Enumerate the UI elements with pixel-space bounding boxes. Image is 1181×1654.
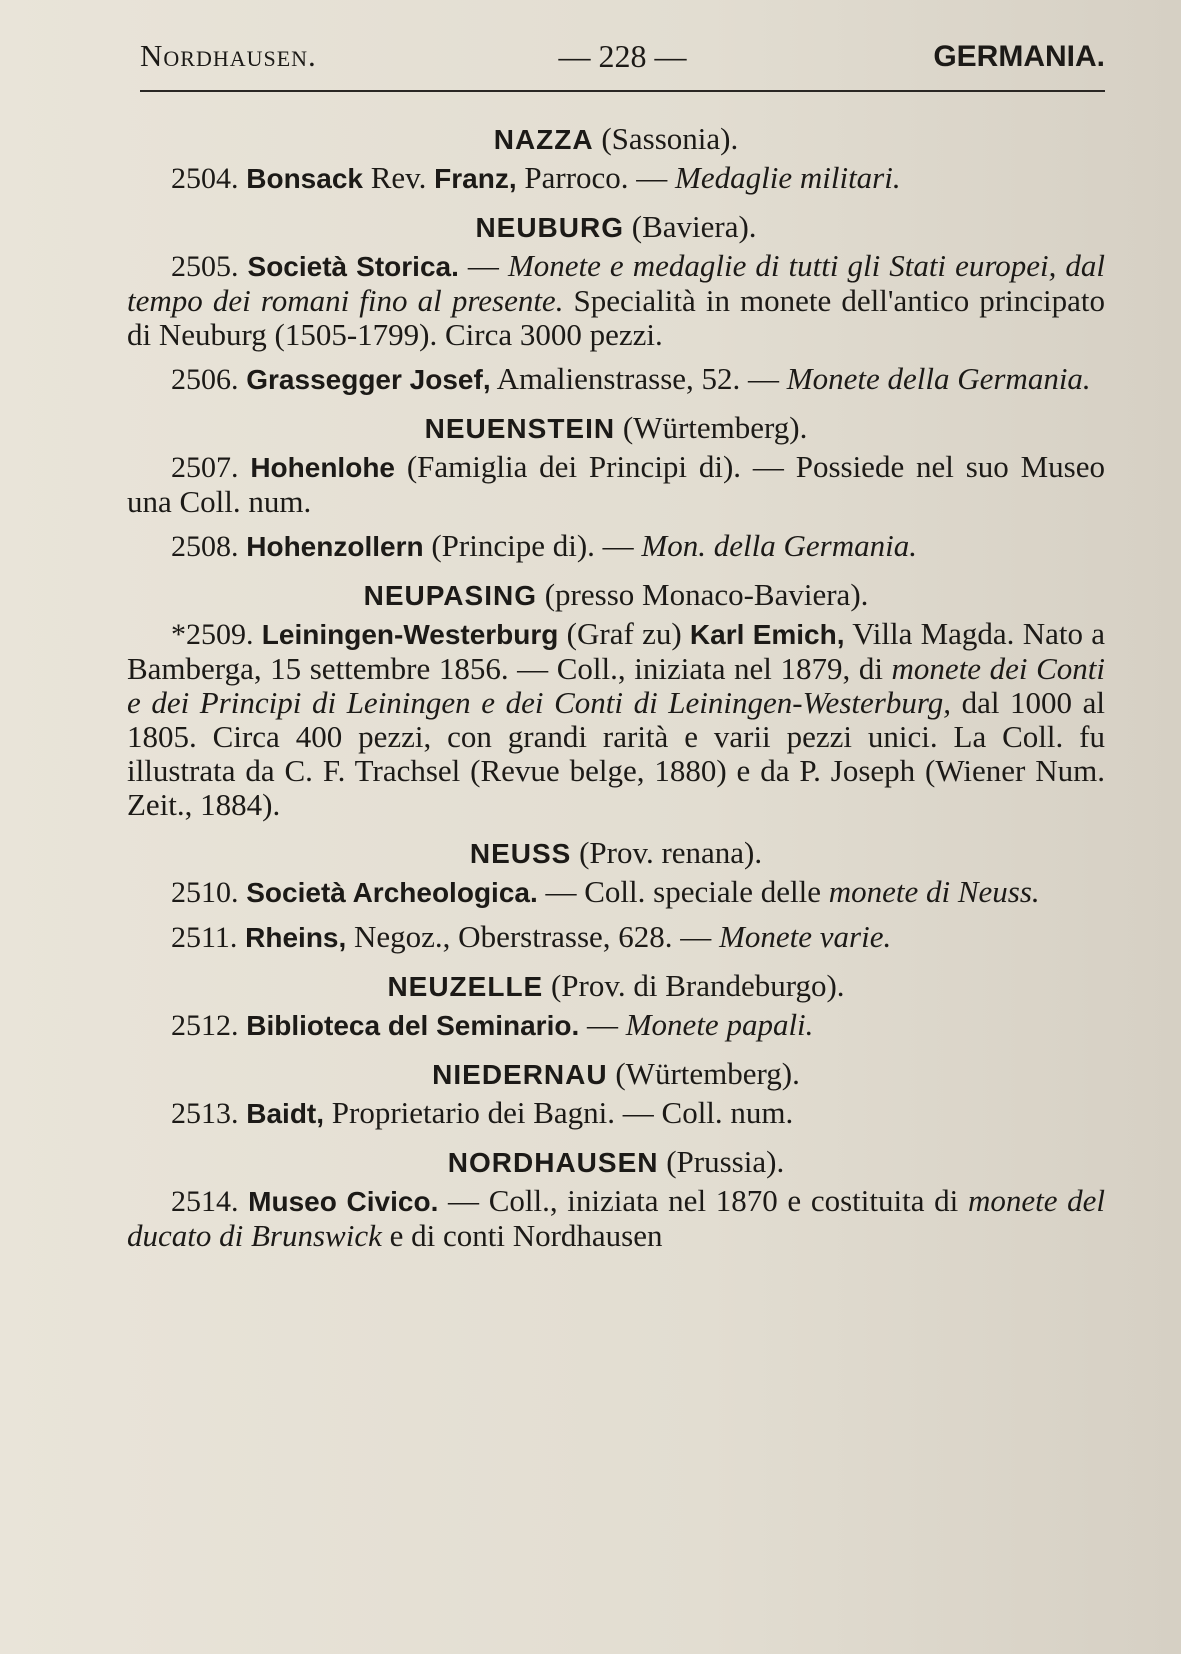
entry-text: Parroco. — <box>516 160 676 195</box>
place-name: NEUBURG <box>475 212 624 243</box>
entry-name-secondary: Franz, <box>434 163 517 194</box>
place-heading <box>127 832 1105 875</box>
entry-text: — Coll. speciale delle <box>537 874 829 909</box>
entry-name: Società Storica. <box>247 251 459 282</box>
directory-entry <box>127 875 1105 910</box>
entry-number: 2504. <box>171 162 239 195</box>
entry-tail: dal 1000 al 1805. Circa 400 pezzi, con grandi rarità e varii pezzi unici. La Coll. fu illustrata da C. F. Trachsel (Revue belge, 1880) e da P. Joseph (Wiener Num. Zeit., 1884). <box>127 685 1105 822</box>
place-region: (Prov. di Brandeburgo). <box>550 968 845 1003</box>
entry-number: 2512. <box>171 1009 239 1042</box>
entry-text: — <box>579 1007 626 1042</box>
entry-number: 2514. <box>171 1185 239 1218</box>
entry-name: Museo Civico. <box>248 1186 439 1217</box>
directory-entry <box>127 529 1105 564</box>
entry-name: Grassegger Josef, <box>246 364 491 395</box>
place-region: (Würtemberg). <box>622 410 808 445</box>
directory-entry <box>127 1096 1105 1131</box>
entry-text: Villa Magda. Nato a Bamberga, 15 settembre 1856. — Coll., iniziata nel 1879, di <box>127 616 1105 686</box>
directory-entry <box>127 1008 1105 1043</box>
entry-text: Negoz., Oberstrasse, 628. — <box>346 919 720 954</box>
place-heading <box>127 118 1105 161</box>
place-region: (presso Monaco-Baviera). <box>544 577 869 612</box>
place-heading <box>127 1141 1105 1184</box>
running-head-right: GERMANIA. <box>933 40 1105 73</box>
directory-entry <box>127 1184 1105 1253</box>
directory-entry <box>127 450 1105 519</box>
place-heading <box>127 965 1105 1008</box>
entry-text: (Famiglia dei Principi di). — Possiede nel suo Museo una Coll. num. <box>127 449 1106 519</box>
directory-entry <box>127 920 1105 955</box>
place-name: NAZZA <box>493 124 594 155</box>
entry-number: 2505. <box>171 250 239 283</box>
directory-entry <box>127 249 1105 352</box>
place-name: NEUPASING <box>363 580 537 611</box>
entry-number: 2513. <box>171 1097 239 1130</box>
directory-entry <box>127 161 1105 196</box>
entry-italic: Monete e medaglie di tutti gli Stati europei, dal tempo dei romani fino al presente. <box>127 248 1105 318</box>
place-region: (Prov. renana). <box>579 835 763 870</box>
entry-detail: (Graf zu) <box>558 616 690 651</box>
entry-tail: Specialità in monete dell'antico principato di Neuburg (1505-1799). Circa 3000 pezzi. <box>127 283 1105 352</box>
entry-italic: Monete papali. <box>625 1007 814 1042</box>
entry-name: Leiningen-Westerburg <box>261 619 559 650</box>
entry-number: 2510. <box>171 876 239 909</box>
place-heading <box>127 206 1105 249</box>
place-region: (Sassonia). <box>601 121 739 156</box>
entry-name: Hohenlohe <box>250 452 395 483</box>
entry-number: 2508. <box>171 530 239 563</box>
page-header <box>140 30 1105 92</box>
entry-name: Hohenzollern <box>246 531 424 562</box>
place-name: NEUSS <box>469 838 572 869</box>
entry-italic: Monete della Germania. <box>786 361 1091 396</box>
entry-italic: Monete varie. <box>719 919 892 954</box>
place-heading <box>127 1053 1105 1096</box>
entry-name-secondary: Karl Emich, <box>689 619 845 650</box>
entry-italic: monete del ducato di Brunswick <box>127 1183 1105 1253</box>
entry-text: — <box>458 248 508 283</box>
place-heading <box>127 574 1105 617</box>
directory-entry <box>127 362 1105 397</box>
entry-name: Bonsack <box>246 163 363 194</box>
place-name: NIEDERNAU <box>432 1059 608 1090</box>
entry-text: Amalienstrasse, 52. — <box>490 361 787 396</box>
directory-entry <box>127 617 1105 822</box>
entry-number: 2507. <box>171 451 239 484</box>
entry-detail: Rev. <box>362 160 435 195</box>
entry-italic: monete di Neuss. <box>828 874 1040 909</box>
entry-tail: e di conti Nordhausen <box>381 1218 663 1253</box>
entry-text: — Coll., iniziata nel 1870 e costituita di <box>438 1183 968 1218</box>
entry-text: (Principe di). — <box>423 528 642 563</box>
entry-name: Biblioteca del Seminario. <box>246 1010 580 1041</box>
entry-text: Proprietario dei Bagni. — Coll. num. <box>324 1095 794 1130</box>
place-name: NORDHAUSEN <box>447 1147 659 1178</box>
page-body <box>127 118 1105 1263</box>
entry-name: Baidt, <box>246 1098 325 1129</box>
entry-number: *2509. <box>171 618 254 651</box>
running-head-left: Nordhausen. <box>140 38 317 73</box>
place-region: (Würtemberg). <box>615 1056 800 1091</box>
place-region: (Prussia). <box>666 1144 785 1179</box>
place-region: (Baviera). <box>631 209 757 244</box>
entry-number: 2511. <box>171 921 238 954</box>
entry-name: Rheins, <box>245 922 347 953</box>
place-name: NEUZELLE <box>387 971 544 1002</box>
entry-italic: monete dei Conti e dei Principi di Leiningen e dei Conti di Leiningen-Westerburg, <box>127 651 1106 720</box>
place-heading <box>127 407 1105 450</box>
entry-name: Società Archeologica. <box>246 877 538 908</box>
page-number: — 228 — <box>558 38 687 74</box>
entry-italic: Mon. della Germania. <box>641 528 917 563</box>
entry-italic: Medaglie militari. <box>675 160 901 195</box>
place-name: NEUENSTEIN <box>424 413 616 444</box>
entry-number: 2506. <box>171 363 239 396</box>
